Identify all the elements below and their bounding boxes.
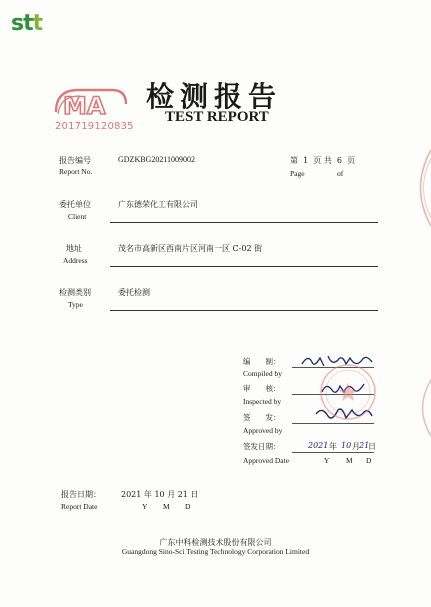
cma-certificate-number: 201719120835	[55, 121, 134, 132]
type-label-cn: 检测类别	[59, 288, 91, 297]
report-date-y: Y	[142, 502, 148, 511]
footer-company-cn: 广东中科检测技术股份有限公司	[159, 538, 272, 547]
report-no-value: GDZKBG20211009002	[118, 155, 196, 164]
inspected-label-cn: 审 核：	[243, 384, 281, 393]
cma-seal-letters: MA	[63, 92, 106, 120]
report-no-label-en: Report No.	[59, 167, 93, 176]
approved-label-en: Approved by	[243, 426, 283, 435]
client-label-cn: 委托单位	[59, 200, 91, 209]
page-info-cn	[290, 155, 355, 166]
inspected-label-en: Inspected by	[243, 397, 282, 406]
page-total: 6	[336, 156, 343, 165]
address-value: 茂名市高新区西南片区河南一区 C-02 街	[118, 244, 263, 253]
issue-month: 10	[341, 441, 352, 450]
page-number: 1	[303, 156, 309, 165]
client-underline	[110, 222, 378, 223]
footer-company-en: Guangdong Sino-Sci Testing Technology Corporation Limited	[121, 547, 310, 556]
address-label-en: Address	[63, 256, 88, 265]
issue-month-cn: 月	[352, 442, 360, 451]
report-title-cn: 检测报告	[146, 80, 283, 113]
issue-day-cn: 日	[368, 442, 376, 451]
edge-stamp-top	[408, 148, 431, 228]
logo-text-st: st	[11, 11, 33, 36]
page-cn-ye-gong: 页 共	[313, 156, 332, 165]
type-underline	[110, 310, 378, 311]
report-no-label-cn: 报告编号	[59, 156, 91, 165]
company-logo	[11, 11, 42, 36]
page-cn-ye: 页	[347, 156, 356, 165]
compiled-label-cn: 编 制：	[243, 357, 281, 366]
report-date-value: 2021 年 10 月 21 日	[121, 490, 199, 499]
report-date-label-en: Report Date	[61, 502, 98, 511]
company-stamp	[318, 363, 378, 421]
issue-date-line	[292, 452, 374, 453]
client-label-en: Client	[68, 212, 87, 221]
address-underline	[110, 266, 378, 267]
issue-year-cn: 年	[329, 442, 337, 451]
issue-y-en: Y	[324, 456, 330, 465]
issue-date-label-en: Approved Date	[243, 456, 290, 465]
issue-day: 21	[359, 441, 370, 450]
issue-d-en: D	[366, 456, 372, 465]
approved-label-cn: 签 发：	[243, 413, 281, 422]
edge-stamp-bottom	[412, 378, 431, 438]
type-value: 委托检测	[118, 288, 150, 297]
address-label-cn: 地址	[66, 244, 82, 253]
logo-text-t: t	[32, 11, 43, 36]
report-title-en: TEST REPORT	[165, 109, 269, 125]
client-value: 广东德荣化工有限公司	[118, 200, 198, 209]
of-label-en: of	[337, 169, 344, 178]
issue-m-en: M	[346, 456, 353, 465]
compiled-label-en: Compiled by	[243, 369, 282, 378]
report-date-d: D	[185, 502, 191, 511]
page-label-en: Page	[290, 169, 305, 178]
type-label-en: Type	[68, 300, 83, 309]
issue-date-label-cn: 签发日期：	[243, 442, 281, 451]
report-date-label-cn: 报告日期：	[61, 490, 101, 499]
report-date-m: M	[163, 502, 170, 511]
page-cn-di: 第	[290, 156, 298, 165]
issue-year: 2021	[308, 441, 329, 450]
